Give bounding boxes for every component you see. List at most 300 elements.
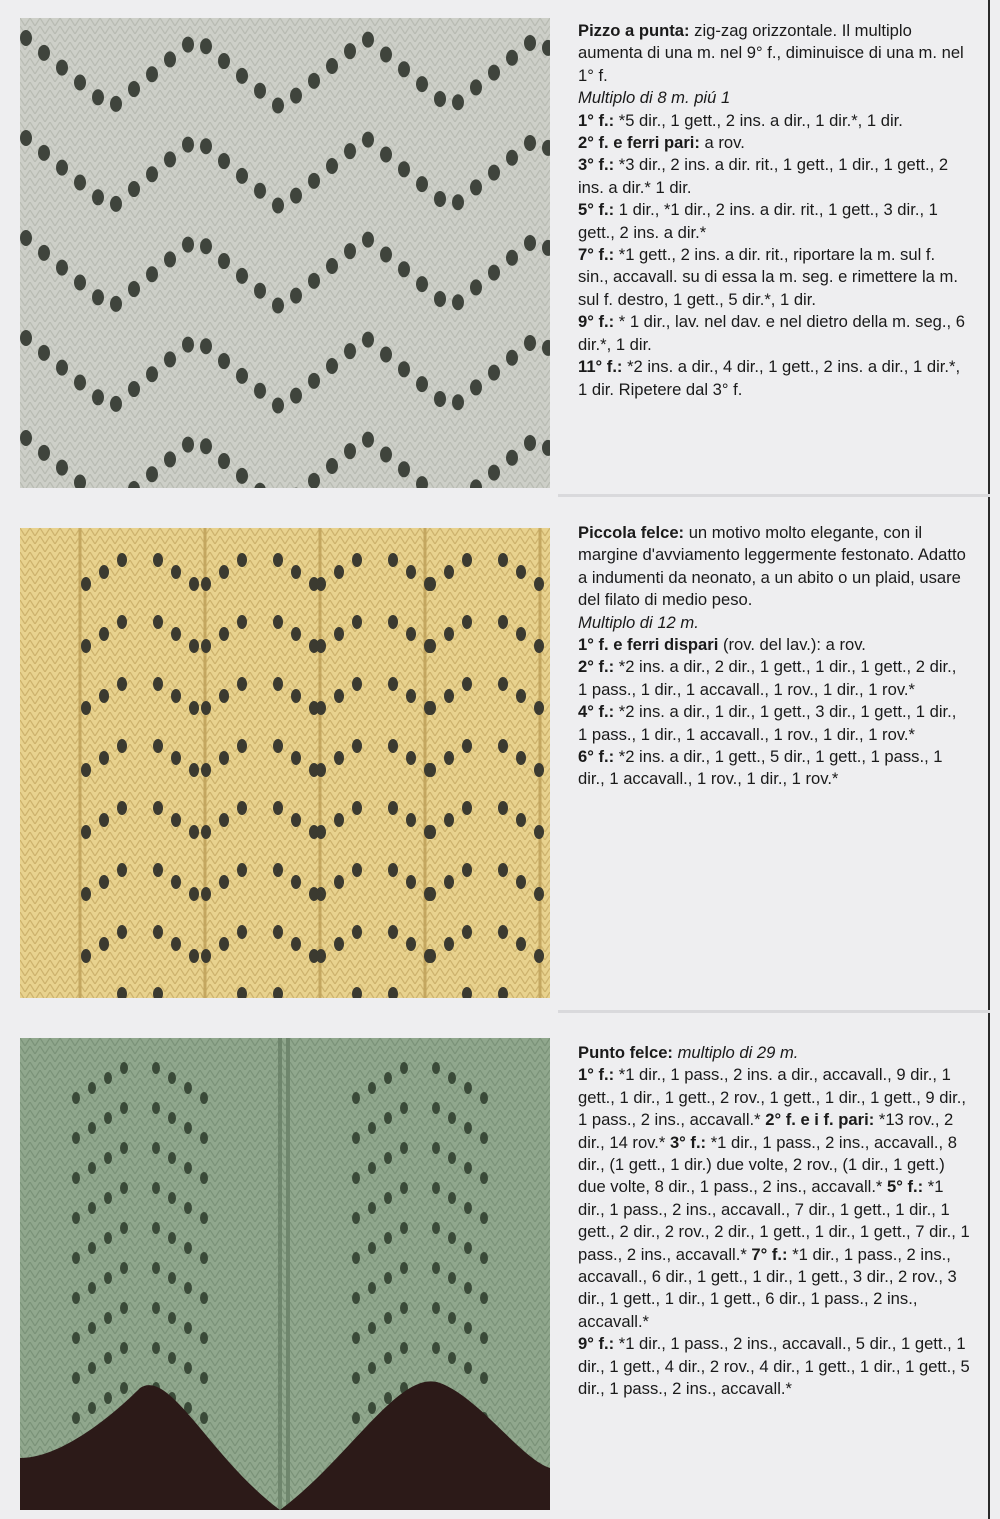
eyelet-hole bbox=[416, 376, 428, 392]
eyelet-hole bbox=[182, 237, 194, 253]
eyelet-hole bbox=[219, 937, 229, 951]
eyelet-hole bbox=[168, 1072, 176, 1084]
eyelet-hole bbox=[398, 61, 410, 77]
eyelet-hole bbox=[237, 553, 247, 567]
pattern-instructions-piccola-felce bbox=[578, 522, 970, 791]
eyelet-hole bbox=[20, 130, 32, 146]
eyelet-hole bbox=[273, 677, 283, 691]
eyelet-hole bbox=[384, 1152, 392, 1164]
eyelet-hole bbox=[426, 763, 436, 777]
eyelet-hole bbox=[81, 577, 91, 591]
eyelet-hole bbox=[448, 1272, 456, 1284]
eyelet-hole bbox=[72, 1412, 80, 1424]
page-edge-rule bbox=[988, 0, 990, 1519]
eyelet-hole bbox=[352, 1332, 360, 1344]
eyelet-hole bbox=[171, 937, 181, 951]
eyelet-hole bbox=[432, 1302, 440, 1314]
eyelet-hole bbox=[254, 283, 266, 299]
eyelet-hole bbox=[534, 639, 544, 653]
eyelet-hole bbox=[368, 1362, 376, 1374]
eyelet-hole bbox=[200, 1172, 208, 1184]
eyelet-hole bbox=[120, 1342, 128, 1354]
eyelet-hole bbox=[72, 1132, 80, 1144]
eyelet-hole bbox=[448, 1112, 456, 1124]
eyelet-hole bbox=[316, 887, 326, 901]
eyelet-hole bbox=[488, 365, 500, 381]
eyelet-hole bbox=[388, 553, 398, 567]
eyelet-hole bbox=[184, 1082, 192, 1094]
eyelet-hole bbox=[88, 1402, 96, 1414]
eyelet-hole bbox=[153, 615, 163, 629]
eyelet-hole bbox=[182, 337, 194, 353]
eyelet-hole bbox=[81, 825, 91, 839]
eyelet-hole bbox=[434, 91, 446, 107]
eyelet-hole bbox=[452, 194, 464, 210]
eyelet-hole bbox=[74, 174, 86, 190]
eyelet-hole bbox=[152, 1302, 160, 1314]
eyelet-hole bbox=[72, 1372, 80, 1384]
eyelet-hole bbox=[516, 627, 526, 641]
eyelet-hole bbox=[462, 739, 472, 753]
eyelet-hole bbox=[72, 1292, 80, 1304]
eyelet-hole bbox=[444, 875, 454, 889]
eyelet-hole bbox=[444, 565, 454, 579]
eyelet-hole bbox=[120, 1182, 128, 1194]
eyelet-hole bbox=[72, 1332, 80, 1344]
eyelet-hole bbox=[464, 1082, 472, 1094]
eyelet-hole bbox=[92, 89, 104, 105]
eyelet-hole bbox=[218, 153, 230, 169]
eyelet-hole bbox=[120, 1262, 128, 1274]
small-fern-swatch bbox=[20, 528, 550, 998]
eyelet-hole bbox=[316, 825, 326, 839]
eyelet-hole bbox=[448, 1232, 456, 1244]
eyelet-hole bbox=[200, 1092, 208, 1104]
eyelet-hole bbox=[153, 925, 163, 939]
eyelet-hole bbox=[498, 925, 508, 939]
eyelet-hole bbox=[72, 1252, 80, 1264]
eyelet-hole bbox=[74, 74, 86, 90]
eyelet-hole bbox=[184, 1202, 192, 1214]
row-instruction: 4° f.: *2 ins. a dir., 1 dir., 1 gett., 3 dir., 1 gett., 1 dir., 1 pass., 1 dir., 1 accavall., 1 rov., 1 dir., 1 rov.* bbox=[578, 702, 957, 744]
eyelet-hole bbox=[352, 677, 362, 691]
eyelet-hole bbox=[254, 83, 266, 99]
eyelet-hole bbox=[452, 394, 464, 410]
eyelet-hole bbox=[480, 1092, 488, 1104]
eyelet-hole bbox=[272, 198, 284, 214]
eyelet-hole bbox=[152, 1222, 160, 1234]
eyelet-hole bbox=[432, 1222, 440, 1234]
eyelet-hole bbox=[219, 813, 229, 827]
eyelet-hole bbox=[416, 276, 428, 292]
eyelet-hole bbox=[104, 1112, 112, 1124]
eyelet-hole bbox=[426, 825, 436, 839]
eyelet-hole bbox=[81, 887, 91, 901]
eyelet-hole bbox=[388, 863, 398, 877]
eyelet-hole bbox=[352, 1172, 360, 1184]
eyelet-hole bbox=[344, 343, 356, 359]
pattern-title: Piccola felce: bbox=[578, 523, 685, 542]
row-instruction: 9° f.: * 1 dir., lav. nel dav. e nel dietro della m. seg., 6 dir.*, 1 dir. bbox=[578, 312, 965, 354]
eyelet-hole bbox=[189, 949, 199, 963]
eyelet-hole bbox=[128, 181, 140, 197]
eyelet-hole bbox=[368, 1162, 376, 1174]
eyelet-hole bbox=[236, 368, 248, 384]
eyelet-hole bbox=[273, 615, 283, 629]
eyelet-hole bbox=[38, 245, 50, 261]
eyelet-hole bbox=[448, 1152, 456, 1164]
row-instruction: 1° f.: *5 dir., 1 gett., 2 ins. a dir., 1 dir.*, 1 dir. bbox=[578, 110, 903, 130]
eyelet-hole bbox=[184, 1122, 192, 1134]
eyelet-hole bbox=[152, 1182, 160, 1194]
eyelet-hole bbox=[384, 1312, 392, 1324]
eyelet-hole bbox=[168, 1352, 176, 1364]
eyelet-hole bbox=[56, 360, 68, 376]
eyelet-hole bbox=[480, 1212, 488, 1224]
eyelet-hole bbox=[352, 615, 362, 629]
row-instructions-flow: 1° f.: *1 dir., 1 pass., 2 ins. a dir., accavall., 9 dir., 1 gett., 1 dir., 1 gett., 2 rov., 1 gett., 1 dir., 1 gett., 9 dir., 1 pass., 2 ins., accavall.* 2° f. e i f. pari: *13 rov., 2 dir., 14 rov.* 3° f.: *1 dir., 1 pass., 2 ins., accavall., 8 dir., (1 gett., 1 dir.) due volte, 2 rov., (1 dir., 1 gett.) due volte, 8 dir., 1 pass., 2 ins., accavall.* 5° f.: *1 dir., 1 pass., 2 ins., accavall., 7 dir., 1 gett., 1 dir., 1 gett., 2 dir., 2 rov., 2 dir., 1 gett., 1 dir., 1 gett., 7 dir., 1 pass., 2 ins., accavall.* 7° f.: *1 dir., 1 pass., 2 ins., accavall., 6 dir., 1 gett., 1 dir., 1 gett., 3 dir., 2 rov., 3 dir., 1 gett., 1 dir., 1 gett., 6 dir., 1 pass., 2 ins., accavall.* bbox=[578, 1065, 970, 1331]
eyelet-hole bbox=[88, 1322, 96, 1334]
eyelet-hole bbox=[20, 330, 32, 346]
eyelet-hole bbox=[448, 1072, 456, 1084]
eyelet-hole bbox=[506, 450, 518, 466]
eyelet-hole bbox=[384, 1392, 392, 1404]
eyelet-hole bbox=[56, 160, 68, 176]
eyelet-hole bbox=[152, 1342, 160, 1354]
eyelet-hole bbox=[104, 1312, 112, 1324]
eyelet-hole bbox=[352, 553, 362, 567]
eyelet-hole bbox=[388, 615, 398, 629]
eyelet-hole bbox=[316, 949, 326, 963]
eyelet-hole bbox=[219, 751, 229, 765]
eyelet-hole bbox=[99, 627, 109, 641]
eyelet-hole bbox=[164, 451, 176, 467]
eyelet-hole bbox=[498, 739, 508, 753]
eyelet-hole bbox=[117, 677, 127, 691]
eyelet-hole bbox=[92, 289, 104, 305]
eyelet-hole bbox=[534, 701, 544, 715]
eyelet-hole bbox=[291, 565, 301, 579]
eyelet-hole bbox=[38, 145, 50, 161]
eyelet-hole bbox=[368, 1202, 376, 1214]
eyelet-hole bbox=[334, 751, 344, 765]
eyelet-hole bbox=[344, 243, 356, 259]
eyelet-hole bbox=[290, 288, 302, 304]
eyelet-hole bbox=[273, 739, 283, 753]
eyelet-hole bbox=[104, 1352, 112, 1364]
eyelet-hole bbox=[189, 763, 199, 777]
eyelet-hole bbox=[88, 1362, 96, 1374]
eyelet-hole bbox=[168, 1112, 176, 1124]
section-divider bbox=[558, 494, 990, 497]
pattern-instructions-pizzo-a-punta bbox=[578, 20, 970, 401]
eyelet-hole bbox=[164, 151, 176, 167]
eyelet-hole bbox=[464, 1362, 472, 1374]
eyelet-hole bbox=[200, 1332, 208, 1344]
row-instruction: 9° f.: *1 dir., 1 pass., 2 ins., accavall., 5 dir., 1 gett., 1 dir., 1 gett., 4 dir., 2 rov., 4 dir., 1 gett., 1 dir., 1 gett., 5 dir., 1 pass., 2 ins., accavall.* bbox=[578, 1334, 970, 1399]
eyelet-hole bbox=[38, 345, 50, 361]
eyelet-hole bbox=[400, 1062, 408, 1074]
eyelet-hole bbox=[388, 739, 398, 753]
eyelet-hole bbox=[416, 176, 428, 192]
eyelet-hole bbox=[384, 1232, 392, 1244]
eyelet-hole bbox=[38, 445, 50, 461]
eyelet-hole bbox=[448, 1352, 456, 1364]
eyelet-hole bbox=[384, 1112, 392, 1124]
eyelet-hole bbox=[117, 615, 127, 629]
eyelet-hole bbox=[524, 335, 536, 351]
eyelet-hole bbox=[308, 73, 320, 89]
eyelet-hole bbox=[448, 1312, 456, 1324]
eyelet-hole bbox=[153, 677, 163, 691]
eyelet-hole bbox=[524, 135, 536, 151]
eyelet-hole bbox=[534, 763, 544, 777]
eyelet-hole bbox=[400, 1302, 408, 1314]
eyelet-hole bbox=[88, 1242, 96, 1254]
eyelet-hole bbox=[291, 937, 301, 951]
eyelet-hole bbox=[200, 1252, 208, 1264]
eyelet-hole bbox=[534, 825, 544, 839]
eyelet-hole bbox=[152, 1102, 160, 1114]
eyelet-hole bbox=[171, 689, 181, 703]
eyelet-hole bbox=[182, 437, 194, 453]
eyelet-hole bbox=[406, 565, 416, 579]
eyelet-hole bbox=[200, 338, 212, 354]
eyelet-hole bbox=[406, 813, 416, 827]
eyelet-hole bbox=[368, 1282, 376, 1294]
eyelet-hole bbox=[352, 1132, 360, 1144]
eyelet-hole bbox=[362, 332, 374, 348]
eyelet-hole bbox=[117, 553, 127, 567]
eyelet-hole bbox=[120, 1142, 128, 1154]
eyelet-hole bbox=[426, 949, 436, 963]
eyelet-hole bbox=[308, 273, 320, 289]
eyelet-hole bbox=[146, 466, 158, 482]
eyelet-hole bbox=[464, 1202, 472, 1214]
eyelet-hole bbox=[362, 32, 374, 48]
eyelet-hole bbox=[384, 1352, 392, 1364]
eyelet-hole bbox=[380, 46, 392, 62]
eyelet-hole bbox=[201, 763, 211, 777]
eyelet-hole bbox=[464, 1322, 472, 1334]
row-instruction: 3° f.: *3 dir., 2 ins. a dir. rit., 1 gett., 1 dir., 1 gett., 2 ins. a dir.* 1 dir. bbox=[578, 155, 949, 197]
eyelet-hole bbox=[352, 1092, 360, 1104]
eyelet-hole bbox=[352, 863, 362, 877]
eyelet-hole bbox=[81, 763, 91, 777]
eyelet-hole bbox=[400, 1262, 408, 1274]
eyelet-hole bbox=[488, 65, 500, 81]
eyelet-hole bbox=[432, 1062, 440, 1074]
eyelet-hole bbox=[218, 53, 230, 69]
eyelet-hole bbox=[462, 677, 472, 691]
eyelet-hole bbox=[164, 51, 176, 67]
eyelet-hole bbox=[400, 1222, 408, 1234]
eyelet-hole bbox=[81, 949, 91, 963]
eyelet-hole bbox=[200, 1372, 208, 1384]
eyelet-hole bbox=[352, 739, 362, 753]
eyelet-hole bbox=[152, 1262, 160, 1274]
eyelet-hole bbox=[352, 925, 362, 939]
eyelet-hole bbox=[506, 250, 518, 266]
eyelet-hole bbox=[352, 801, 362, 815]
eyelet-hole bbox=[88, 1202, 96, 1214]
eyelet-hole bbox=[99, 937, 109, 951]
eyelet-hole bbox=[308, 373, 320, 389]
row-instruction: 7° f.: *1 gett., 2 ins. a dir. rit., riportare la m. sul f. sin., accavall. su di essa la m. seg. e rimettere la m. sul f. destro, 1 gett., 5 dir.*, 1 dir. bbox=[578, 245, 958, 309]
eyelet-hole bbox=[117, 739, 127, 753]
eyelet-hole bbox=[200, 1212, 208, 1224]
eyelet-hole bbox=[308, 173, 320, 189]
pattern-multiple: Multiplo di 8 m. piú 1 bbox=[578, 88, 731, 108]
eyelet-hole bbox=[444, 751, 454, 765]
eyelet-hole bbox=[400, 1342, 408, 1354]
eyelet-hole bbox=[88, 1122, 96, 1134]
eyelet-hole bbox=[74, 374, 86, 390]
eyelet-hole bbox=[146, 366, 158, 382]
eyelet-hole bbox=[152, 1142, 160, 1154]
eyelet-hole bbox=[334, 627, 344, 641]
eyelet-hole bbox=[117, 801, 127, 815]
eyelet-hole bbox=[128, 281, 140, 297]
eyelet-hole bbox=[506, 350, 518, 366]
eyelet-hole bbox=[480, 1332, 488, 1344]
eyelet-hole bbox=[219, 875, 229, 889]
pattern-intro: un motivo molto elegante, con il margine d'avviamento leggermente festonato. Adatto a indumenti da neonato, a un abito o un plaid, usare del filato di medio peso. bbox=[578, 523, 966, 610]
eyelet-hole bbox=[534, 949, 544, 963]
section-divider bbox=[558, 1010, 990, 1013]
eyelet-hole bbox=[368, 1082, 376, 1094]
eyelet-hole bbox=[398, 161, 410, 177]
eyelet-hole bbox=[200, 138, 212, 154]
eyelet-hole bbox=[38, 45, 50, 61]
eyelet-hole bbox=[99, 565, 109, 579]
row-instruction: 6° f.: *2 ins. a dir., 1 gett., 5 dir., 1 gett., 1 pass., 1 dir., 1 accavall., 1 rov., 1 dir., 1 rov.* bbox=[578, 747, 943, 789]
eyelet-hole bbox=[352, 1252, 360, 1264]
eyelet-hole bbox=[117, 863, 127, 877]
eyelet-hole bbox=[480, 1132, 488, 1144]
eyelet-hole bbox=[384, 1272, 392, 1284]
eyelet-hole bbox=[219, 627, 229, 641]
eyelet-hole bbox=[120, 1102, 128, 1114]
row-instruction: 1° f. e ferri dispari (rov. del lav.): a rov. bbox=[578, 635, 866, 655]
eyelet-hole bbox=[104, 1272, 112, 1284]
eyelet-hole bbox=[291, 689, 301, 703]
eyelet-hole bbox=[273, 553, 283, 567]
eyelet-hole bbox=[236, 168, 248, 184]
eyelet-hole bbox=[362, 132, 374, 148]
eyelet-hole bbox=[384, 1192, 392, 1204]
eyelet-hole bbox=[534, 577, 544, 591]
eyelet-hole bbox=[344, 43, 356, 59]
eyelet-hole bbox=[168, 1192, 176, 1204]
eyelet-hole bbox=[448, 1192, 456, 1204]
eyelet-hole bbox=[462, 801, 472, 815]
swatch-photo-piccola-felce bbox=[20, 528, 550, 998]
eyelet-hole bbox=[352, 1212, 360, 1224]
eyelet-hole bbox=[326, 358, 338, 374]
eyelet-hole bbox=[272, 398, 284, 414]
eyelet-hole bbox=[470, 79, 482, 95]
eyelet-hole bbox=[56, 260, 68, 276]
eyelet-hole bbox=[218, 453, 230, 469]
eyelet-hole bbox=[534, 887, 544, 901]
pattern-multiple: Multiplo di 12 m. bbox=[578, 612, 699, 632]
eyelet-hole bbox=[164, 351, 176, 367]
row-instruction: 2° f.: *2 ins. a dir., 2 dir., 1 gett., 1 dir., 1 gett., 2 dir., 1 pass., 1 dir., 1 accavall., 1 rov., 1 dir., 1 rov.* bbox=[578, 657, 957, 699]
eyelet-hole bbox=[189, 577, 199, 591]
eyelet-hole bbox=[464, 1242, 472, 1254]
row-instruction: 11° f.: *2 ins. a dir., 4 dir., 1 gett., 2 ins. a dir., 1 dir.*, 1 dir. Ripetere dal 3° f. bbox=[578, 357, 961, 399]
eyelet-hole bbox=[464, 1282, 472, 1294]
eyelet-hole bbox=[326, 258, 338, 274]
eyelet-hole bbox=[20, 30, 32, 46]
eyelet-hole bbox=[189, 887, 199, 901]
eyelet-hole bbox=[380, 246, 392, 262]
pattern-title: Pizzo a punta: bbox=[578, 21, 690, 40]
eyelet-hole bbox=[20, 430, 32, 446]
eyelet-hole bbox=[498, 801, 508, 815]
eyelet-hole bbox=[524, 235, 536, 251]
eyelet-hole bbox=[434, 391, 446, 407]
eyelet-hole bbox=[432, 1342, 440, 1354]
eyelet-hole bbox=[128, 81, 140, 97]
eyelet-hole bbox=[146, 66, 158, 82]
eyelet-hole bbox=[290, 88, 302, 104]
eyelet-hole bbox=[219, 565, 229, 579]
eyelet-hole bbox=[120, 1062, 128, 1074]
eyelet-hole bbox=[168, 1152, 176, 1164]
eyelet-hole bbox=[291, 751, 301, 765]
eyelet-hole bbox=[291, 627, 301, 641]
eyelet-hole bbox=[380, 446, 392, 462]
eyelet-hole bbox=[362, 432, 374, 448]
eyelet-hole bbox=[200, 238, 212, 254]
eyelet-hole bbox=[488, 265, 500, 281]
eyelet-hole bbox=[171, 813, 181, 827]
pattern-heading bbox=[578, 20, 970, 87]
eyelet-hole bbox=[189, 701, 199, 715]
eyelet-hole bbox=[462, 863, 472, 877]
eyelet-hole bbox=[200, 1292, 208, 1304]
eyelet-hole bbox=[201, 577, 211, 591]
eyelet-hole bbox=[388, 925, 398, 939]
eyelet-hole bbox=[219, 689, 229, 703]
eyelet-hole bbox=[168, 1312, 176, 1324]
eyelet-hole bbox=[334, 565, 344, 579]
eyelet-hole bbox=[254, 383, 266, 399]
eyelet-hole bbox=[488, 465, 500, 481]
eyelet-hole bbox=[99, 751, 109, 765]
eyelet-hole bbox=[20, 230, 32, 246]
eyelet-hole bbox=[362, 232, 374, 248]
eyelet-hole bbox=[171, 875, 181, 889]
eyelet-hole bbox=[368, 1242, 376, 1254]
eyelet-hole bbox=[146, 166, 158, 182]
eyelet-hole bbox=[368, 1322, 376, 1334]
eyelet-hole bbox=[164, 251, 176, 267]
eyelet-hole bbox=[200, 1412, 208, 1424]
eyelet-hole bbox=[444, 627, 454, 641]
eyelet-hole bbox=[444, 937, 454, 951]
eyelet-hole bbox=[426, 701, 436, 715]
eyelet-hole bbox=[406, 627, 416, 641]
eyelet-hole bbox=[236, 268, 248, 284]
eyelet-hole bbox=[104, 1232, 112, 1244]
eyelet-hole bbox=[201, 887, 211, 901]
row-instruction: 5° f.: 1 dir., *1 dir., 2 ins. a dir. rit., 1 gett., 3 dir., 1 gett., 2 ins. a dir.* bbox=[578, 200, 938, 242]
eyelet-hole bbox=[406, 689, 416, 703]
eyelet-hole bbox=[388, 801, 398, 815]
